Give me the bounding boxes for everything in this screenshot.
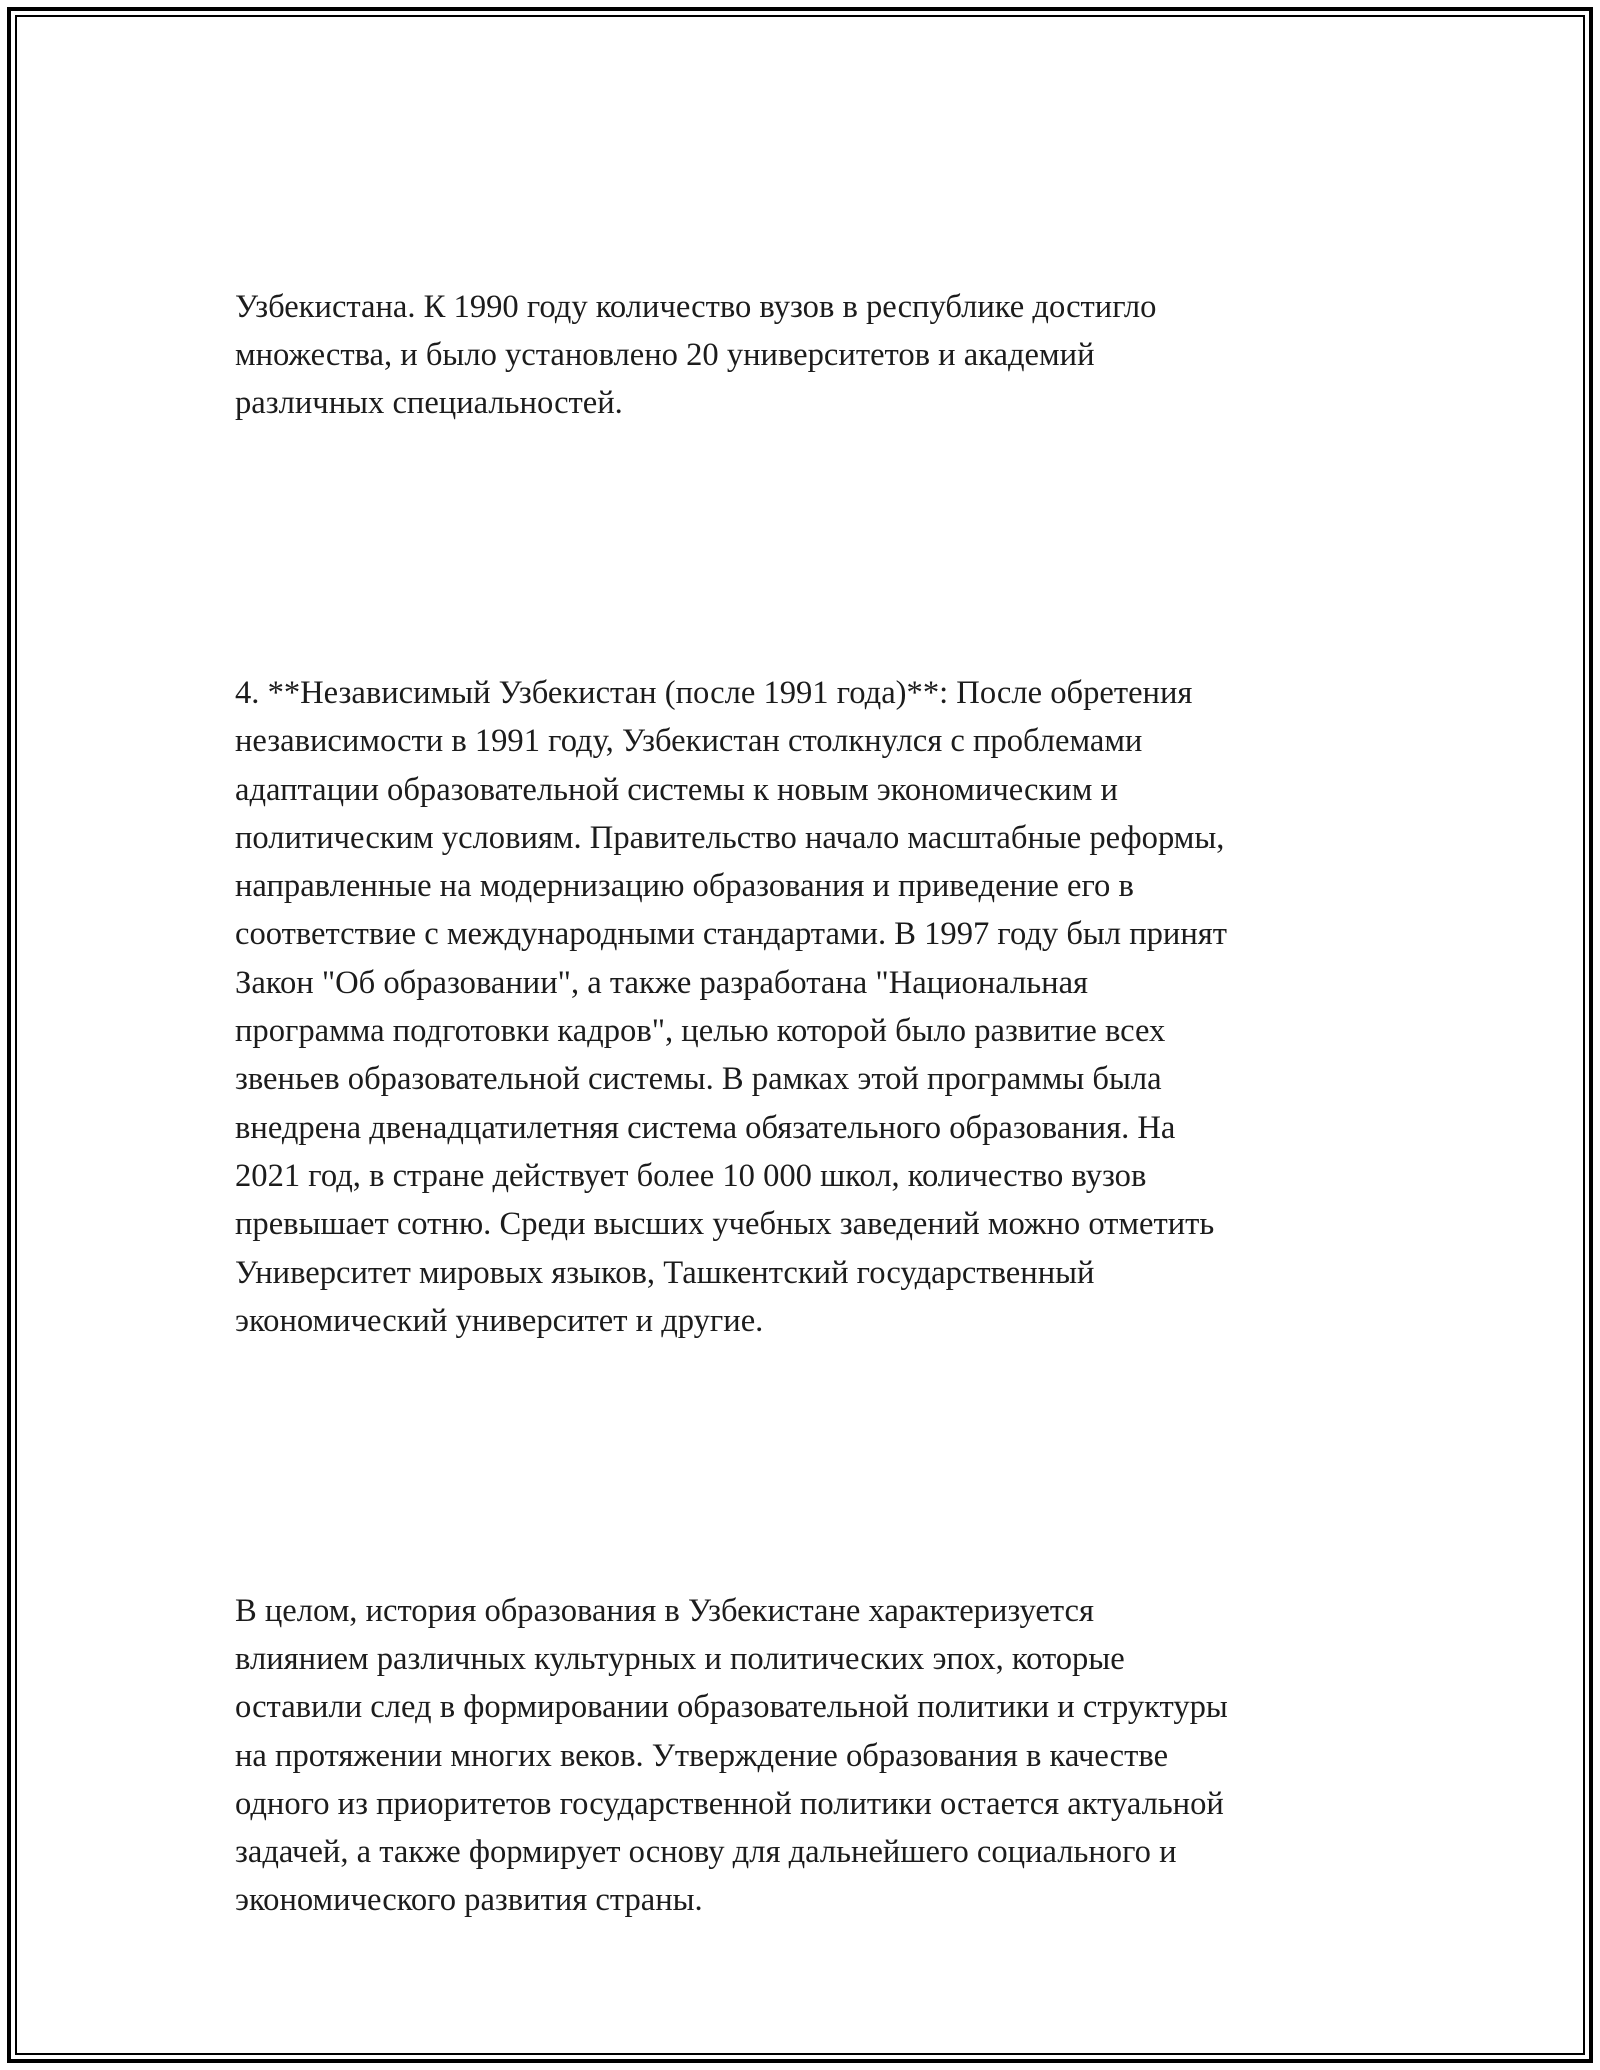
paragraph-universities-1990: Узбекистана. К 1990 году количество вузов в республике достигло множества, и было установлено 20 университетов и академий различных специальностей.	[235, 288, 1157, 422]
document-body	[235, 186, 1365, 2021]
paragraph-conclusion: В целом, история образования в Узбекистане характеризуется влиянием различных культурных и политических эпох, которые оставили след в формировании образовательной политики и структуры на протяжении многих веков. Утверждение образования в качестве одного из приоритетов государственной политики остается актуальной задачей, а также формирует основу для дальнейшего социального и экономического развития страны.	[235, 1592, 1228, 1919]
paragraph-gap	[235, 524, 1365, 572]
paragraph-gap	[235, 1442, 1365, 1490]
paragraph-independent-uzbekistan: 4. **Независимый Узбекистан (после 1991 года)**: После обретения независимости в 1991 году, Узбекистан столкнулся с проблемами адаптации образовательной системы к новым экономическим и политическим условиям. Правительство начало масштабные реформы, направленные на модернизацию образования и приведение его в соответствие с международными стандартами. В 1997 году был принят Закон "Об образовании", а также разработана "Национальная программа подготовки кадров", целью которой было развитие всех звеньев образовательной системы. В рамках этой программы была внедрена двенадцатилетняя система обязательного образования. На 2021 год, в стране действует более 10 000 школ, количество вузов превышает сотню. Среди высших учебных заведений можно отметить Университет мировых языков, Ташкентский государственный экономический университет и другие.	[235, 674, 1228, 1339]
